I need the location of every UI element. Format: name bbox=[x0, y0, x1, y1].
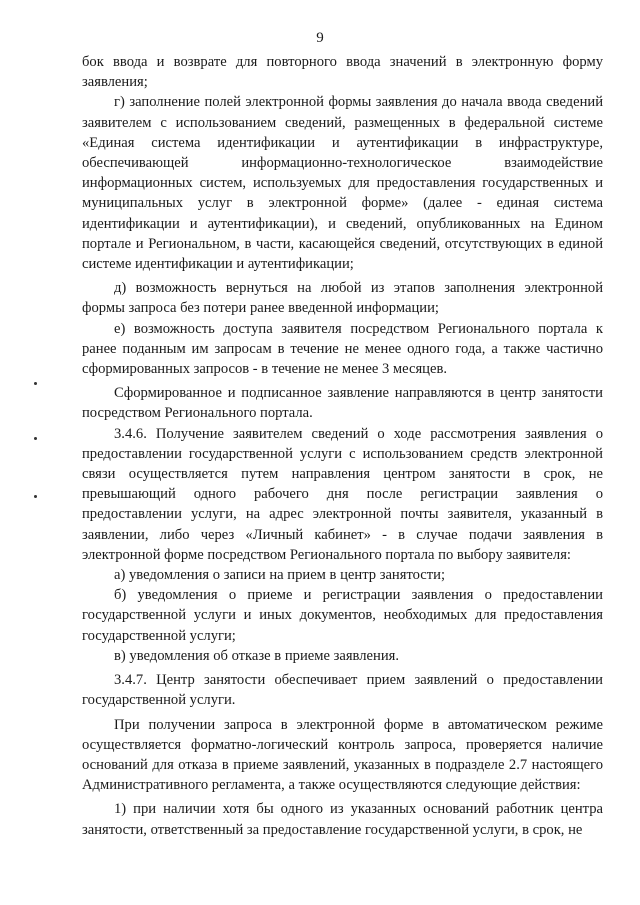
paragraph-continuation: бок ввода и возврате для повторного ввода значений в электронную форму заявления; bbox=[82, 54, 603, 91]
paragraph-3-4-6: 3.4.6. Получение заявителем сведений о ходе рассмотрения заявления о предоставлении государственной услуги с использованием средств электронной связи осуществляется путем направления центром занятости в срок, не превышающий одного рабочего дня после регистрации заявления о предоставлении услуги, на адрес электронной почты заявителя, указанный в заявлении, либо через «Личный кабинет» - в случае подачи заявления в электронной форме посредством Регионального портала по выбору заявителя: bbox=[82, 425, 603, 563]
paragraph-3-4-7: 3.4.7. Центр занятости обеспечивает прием заявлений о предоставлении государственной услуги. bbox=[82, 672, 603, 709]
page-number: 9 bbox=[316, 30, 324, 46]
paragraph-submission: Сформированное и подписанное заявление направляются в центр занятости посредством Регионального портала. bbox=[82, 385, 603, 422]
paragraph-electronic-request: При получении запроса в электронной форме в автоматическом режиме осуществляется форматно-логический контроль запроса, проверяется наличие оснований для отказа в приеме заявлений, указанных в подразделе 2.7 настоящего Административного регламента, а также осуществляются следующие действия: bbox=[82, 716, 603, 794]
paragraph-item-1: 1) при наличии хотя бы одного из указанных оснований работник центра занятости, ответственный за предоставление государственной услуги, в срок, не bbox=[82, 801, 603, 838]
margin-mark bbox=[34, 382, 37, 385]
paragraph-item-a: а) уведомления о записи на прием в центр занятости; bbox=[114, 567, 446, 584]
paragraph-item-b: б) уведомления о приеме и регистрации заявления о предоставлении государственной услуги и иных документов, необходимых для предоставления государственной услуги; bbox=[82, 587, 603, 644]
paragraph-item-e: е) возможность доступа заявителя посредством Регионального портала к ранее поданным им запросам в течение не менее одного года, а также частично сформированных запросов - в течение не менее 3 месяцев. bbox=[82, 320, 603, 378]
margin-mark bbox=[34, 437, 37, 440]
paragraph-item-d: д) возможность вернуться на любой из этапов заполнения электронной формы запроса без потери ранее введенной информации; bbox=[82, 280, 603, 317]
document-body bbox=[82, 52, 603, 840]
paragraph-item-v: в) уведомления об отказе в приеме заявления. bbox=[114, 647, 399, 664]
margin-mark bbox=[34, 495, 37, 498]
paragraph-item-g: г) заполнение полей электронной формы заявления до начала ввода сведений заявителем с использованием сведений, размещенных в федеральной системе «Единая система идентификации и аутентификации в инфраструктуре, обеспечивающей информационно-технологическое взаимодействие информационных систем, используемых для предоставления государственных и муниципальных услуг в электронной форме» (далее - единая система идентификации и аутентификации), и сведений, опубликованных на Едином портале и Региональном, в части, касающейся сведений, отсутствующих в единой системе идентификации и аутентификации; bbox=[82, 94, 603, 273]
